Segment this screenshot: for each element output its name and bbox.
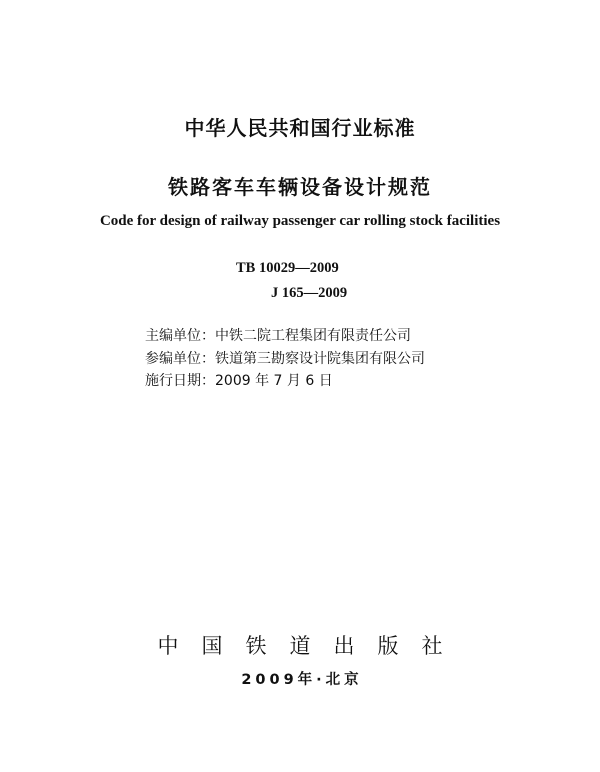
document-title-english: Code for design of railway passenger car rolling stock facilities: [99, 213, 501, 229]
document-title-chinese: 铁路客车车辆设备设计规范: [168, 175, 432, 199]
publication-date-place: 2009年·北京: [241, 672, 363, 688]
chief-editor-unit: 主编单位：中铁二院工程集团有限责任公司: [145, 328, 411, 344]
effective-date: 施行日期：2009 年 7 月 6 日: [145, 373, 333, 389]
standard-code-tb: TB 10029—2009: [236, 260, 339, 276]
standard-code-j: J 165—2009: [271, 285, 348, 301]
participating-unit: 参编单位：铁道第三勘察设计院集团有限公司: [145, 351, 425, 367]
standard-type-heading: 中华人民共和国行业标准: [184, 116, 416, 140]
publisher-name: 中国铁道出版社: [157, 634, 466, 658]
